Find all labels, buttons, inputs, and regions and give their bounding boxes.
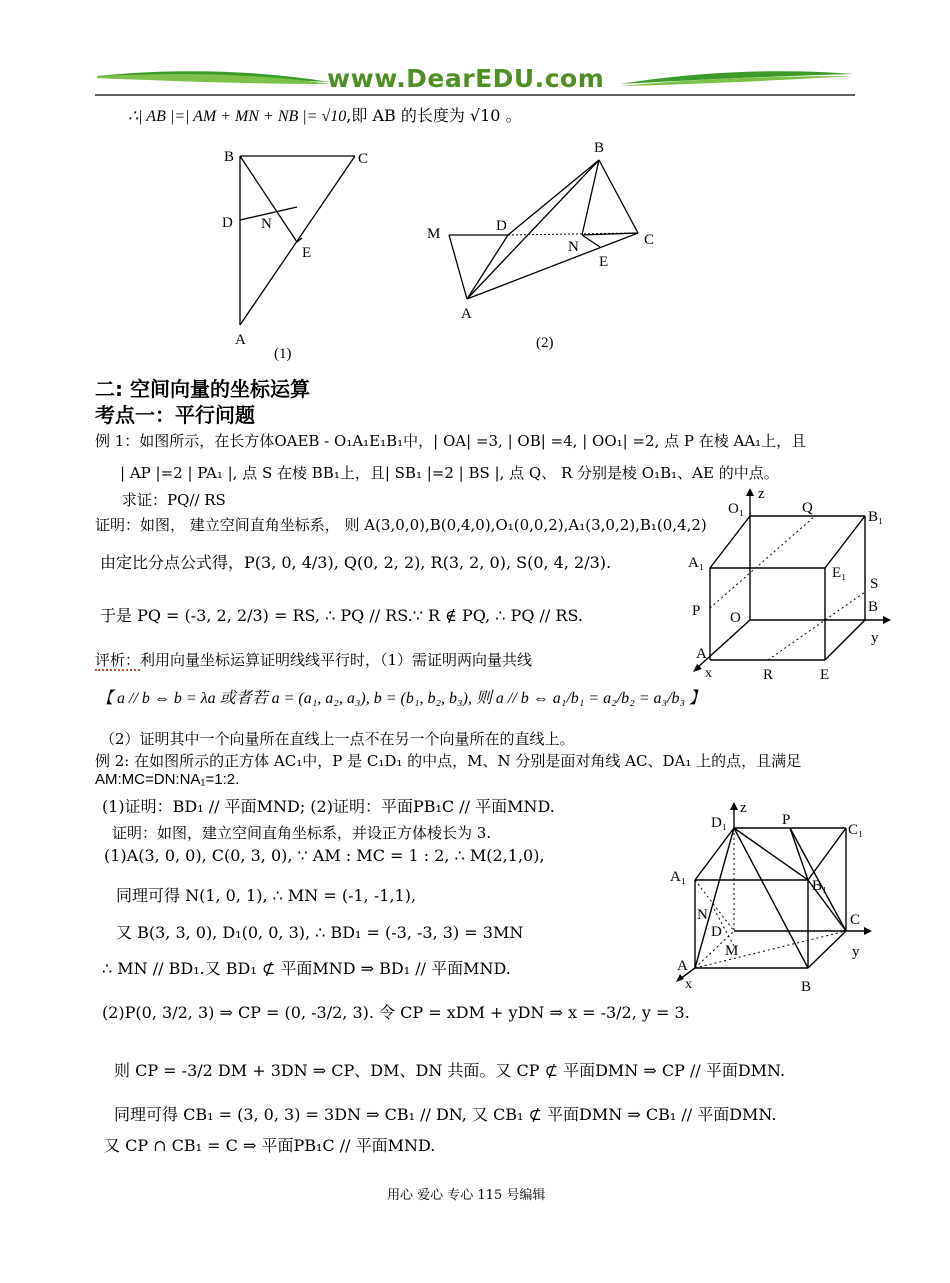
length-conclusion (128, 103, 522, 126)
fig2-label-N: N (568, 239, 579, 255)
fig1-label-B: B (224, 149, 235, 165)
fig3-label-B: B (868, 599, 879, 615)
example-1-prove: 求证：PQ// RS (122, 491, 226, 509)
collinear-formula: 【 a // b ⇔ b = λa 或者若 a = (a₁, a₂, a₃), b = (b₁, b₂, b₃), 则 a // b ⇔ a₁/b₁ = a₂/b₂ = a₃/b₃ 】 (97, 690, 706, 707)
figure-1-triangle (215, 145, 385, 355)
fig2-label-C: C (644, 232, 655, 248)
figure-2-tetrahedron (420, 135, 670, 325)
fig4-label-D: D (711, 924, 722, 940)
fig3-label-Q: Q (802, 500, 813, 516)
fig3-label-A: A (696, 646, 707, 662)
fig4-label-A1: A₁ (670, 869, 687, 885)
example-2-line-1: 例 2: 在如图所示的正方体 AC₁中，P 是 C₁D₁ 的中点，M、N 分别是面对角线 AC、DA₁ 上的点，且满足 (95, 752, 802, 770)
fig3-label-O: O (730, 610, 741, 626)
page-footer: 用心 爱心 专心 115 号编辑 (387, 1188, 546, 1203)
example-1-line-1: 例 1：如图所示，在长方体OAEB - O₁A₁E₁B₁中，| OA| =3, | OB| =4, | OO₁| =2, 点 P 在棱 AA₁上，且 (95, 432, 807, 450)
fig3-label-B1: B₁ (868, 509, 884, 525)
comment-text: 利用向量坐标运算证明线线平行时，（1）需证明两向量共线 (140, 651, 533, 669)
fig4-label-M: M (725, 943, 739, 959)
fig4-label-C1: C₁ (848, 822, 864, 838)
fig1-label-C: C (358, 151, 369, 167)
length-text: ,即 AB 的长度为 √10 。 (346, 106, 522, 125)
fig2-label-D: D (496, 218, 507, 234)
point-title: 考点一：平行问题 (95, 403, 255, 427)
fig4-label-P: P (782, 812, 791, 828)
fig3-label-S: S (870, 576, 879, 592)
fig4-label-y: y (852, 944, 860, 960)
fig4-label-C: C (850, 912, 861, 928)
fig3-label-R: R (763, 667, 774, 682)
fig2-label-B: B (594, 140, 605, 156)
fig3-label-A1: A₁ (688, 555, 705, 571)
proof-2-line-4: 又 B(3, 3, 0), D₁(0, 0, 3), ∴ BD₁ = (-3, -3, 3) = 3MN (116, 923, 524, 942)
proof-1-line-1: 证明：如图， 建立空间直角坐标系， 则 A(3,0,0),B(0,4,0),O₁(0,0,2),A₁(3,0,2),B₁(0,4,2) (95, 516, 707, 534)
fig2-label-E: E (599, 254, 609, 270)
site-title: www.DearEDU.com (327, 64, 605, 93)
figure-3-cuboid (680, 482, 895, 682)
fig3-label-O1: O₁ (728, 501, 745, 517)
fig2-label-M: M (427, 226, 441, 242)
proof-2-line-6: (2)P(0, 3/2, 3) ⇒ CP = (0, -3/2, 3). 令 CP = xDM + yDN ⇒ x = -3/2, y = 3. (102, 1003, 690, 1022)
proof-2-line-7: 则 CP = -3/2 DM + 3DN ⇒ CP、DM、DN 共面。又 CP ⊄ 平面DMN ⇒ CP // 平面DMN. (114, 1061, 786, 1080)
fig3-label-z: z (758, 486, 765, 502)
fig4-label-D1: D₁ (711, 815, 728, 831)
fig2-label-A: A (461, 306, 472, 322)
example-2-line-3: (1)证明：BD₁ // 平面MND; (2)证明：平面PB₁C // 平面MND. (102, 797, 555, 816)
proof-1-line-3: 于是 PQ = (-3, 2, 2/3) = RS, ∴ PQ // RS.∵ R ∉ PQ, ∴ PQ // RS. (100, 606, 583, 625)
fig3-label-y: y (871, 630, 879, 646)
proof-2-line-9: 又 CP ∩ CB₁ = C ⇒ 平面PB₁C // 平面MND. (104, 1136, 436, 1155)
proof-2-line-1: 证明：如图，建立空间直角坐标系，并设正方体棱长为 3. (112, 824, 492, 842)
fig1-label-A: A (235, 332, 246, 348)
fig1-label-E: E (302, 245, 312, 261)
comment-label: 评析： (95, 651, 141, 669)
fig4-label-B: B (801, 979, 812, 995)
comment-line (95, 649, 532, 670)
section-title: 二: 空间向量的坐标运算 (95, 377, 310, 401)
fig1-caption: (1) (274, 346, 292, 362)
example-1-line-2: | AP |=2 | PA₁ |, 点 S 在棱 BB₁上，且| SB₁ |=2 | BS |, 点 Q、 R 分别是棱 O₁B₁、AE 的中点。 (120, 464, 779, 482)
fig3-label-E1: E₁ (832, 565, 847, 581)
proof-2-line-8: 同理可得 CB₁ = (3, 0, 3) = 3DN ⇒ CB₁ // DN, 又 CB₁ ⊄ 平面DMN ⇒ CB₁ // 平面DMN. (114, 1105, 777, 1124)
proof-1-line-2: 由定比分点公式得，P(3, 0, 4/3), Q(0, 2, 2), R(3, 2, 0), S(0, 4, 2/3). (100, 553, 612, 572)
fig4-label-z: z (740, 800, 747, 816)
fig1-label-N: N (261, 216, 272, 232)
comment-2: （2）证明其中一个向量所在直线上一点不在另一个向量所在的直线上。 (100, 730, 575, 748)
fig4-label-B1: B₁ (812, 878, 828, 894)
proof-2-line-5: ∴ MN // BD₁.又 BD₁ ⊄ 平面MND ⇒ BD₁ // 平面MND. (102, 959, 511, 978)
length-formula: ∴| AB |=| AM + MN + NB |= √10 (128, 108, 347, 125)
fig3-label-P: P (692, 603, 701, 619)
fig3-label-x: x (705, 666, 712, 681)
proof-2-line-3: 同理可得 N(1, 0, 1), ∴ MN = (-1, -1,1), (116, 886, 417, 905)
fig4-label-N: N (697, 907, 708, 923)
proof-2-line-2: (1)A(3, 0, 0), C(0, 3, 0), ∵ AM : MC = 1 : 2, ∴ M(2,1,0), (104, 846, 545, 865)
fig3-label-E: E (820, 667, 830, 682)
page-header (95, 62, 855, 98)
example-2-line-2: AM:MC=DN:NA₁=1:2. (95, 771, 240, 788)
fig1-label-D: D (222, 215, 233, 231)
fig2-caption: (2) (536, 335, 554, 351)
figure-4-cube (668, 796, 883, 996)
fig4-label-A: A (677, 958, 688, 974)
fig4-label-x: x (685, 977, 692, 992)
